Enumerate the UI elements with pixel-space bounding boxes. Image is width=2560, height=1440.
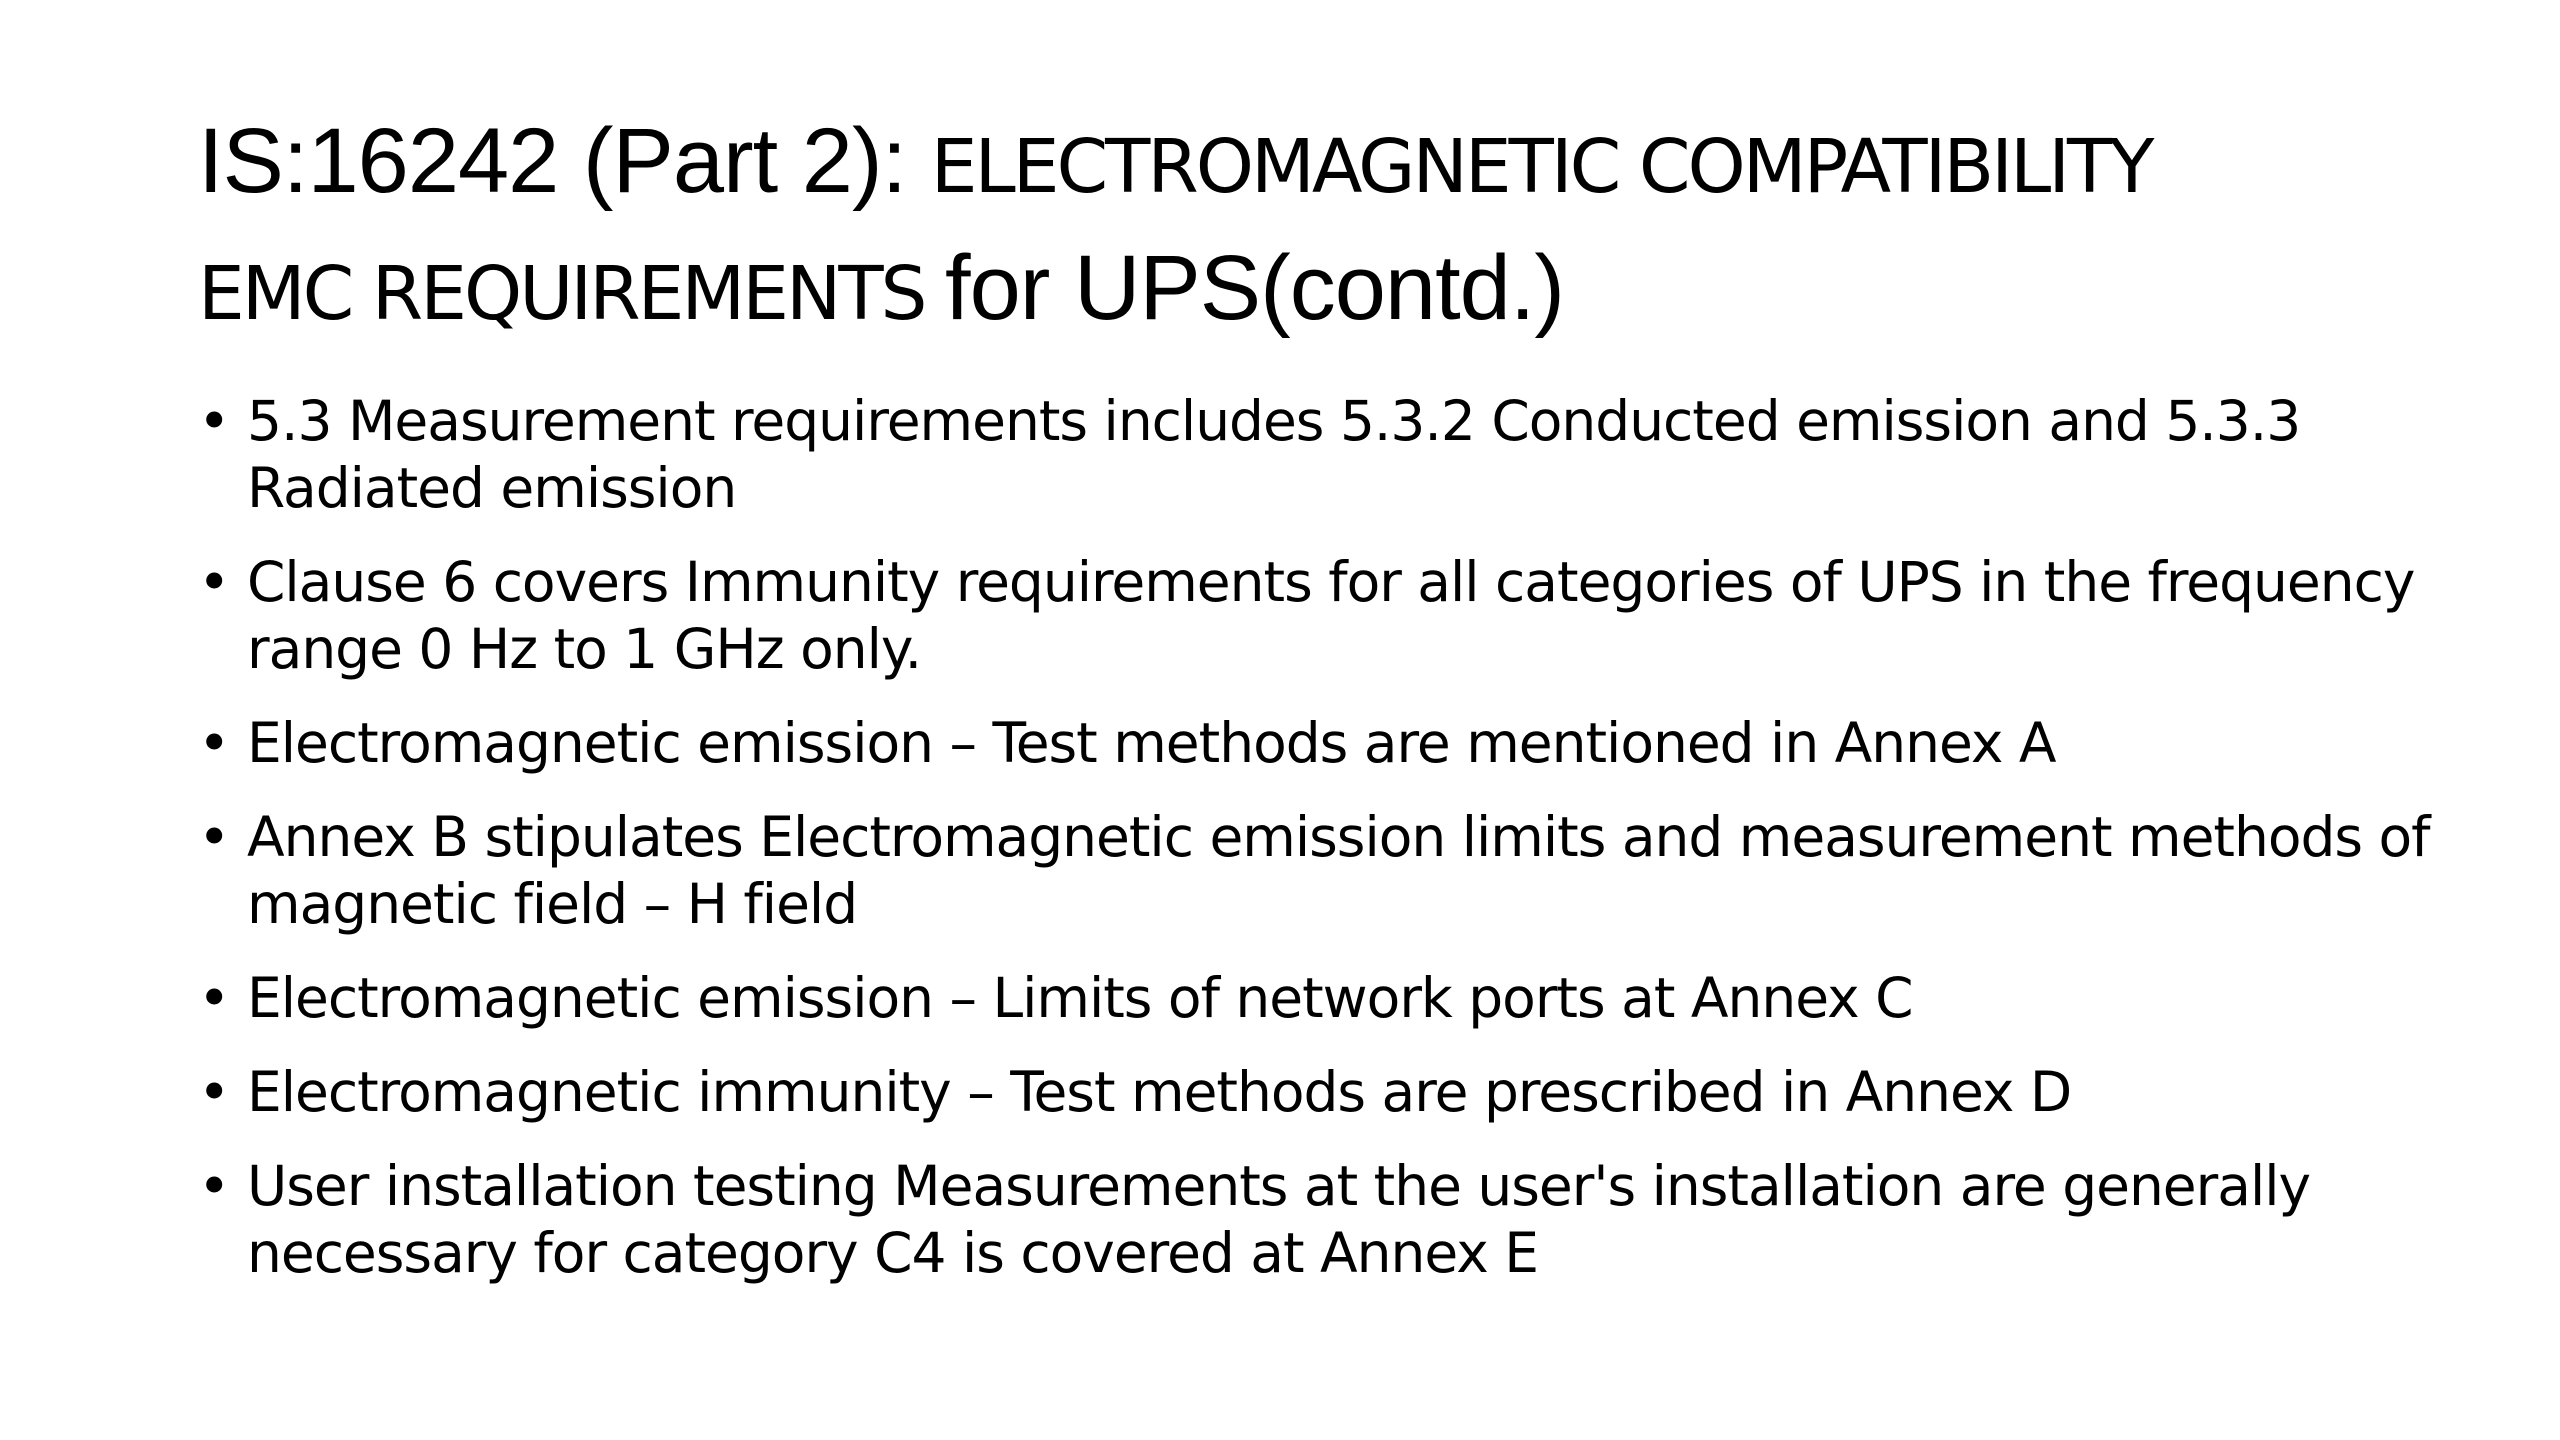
bullet-dot-icon: • [198,1154,230,1218]
list-item [198,1153,2458,1287]
bullet-text: Annex B stipulates Electromagnetic emission limits and measurement methods of magnetic field – H field [247,805,2430,936]
list-item [198,388,2458,522]
bullet-text: Electromagnetic emission – Limits of network ports at Annex C [247,966,1913,1030]
bullet-list [198,388,2458,1314]
bullet-dot-icon: • [198,711,230,775]
list-item [198,549,2458,683]
list-item [198,804,2458,938]
bullet-dot-icon: • [198,1060,230,1124]
title-line-2 [198,235,2448,362]
title-requirements: EMC REQUIREMENTS [198,251,946,337]
title-scope: for UPS(contd.) [945,237,1565,339]
bullet-dot-icon: • [198,389,230,453]
bullet-text: 5.3 Measurement requirements includes 5.3.2 Conducted emission and 5.3.3 Radiated emission [247,389,2301,520]
list-item [198,965,2458,1032]
title-topic: ELECTROMAGNETIC COMPATIBILITY [930,124,2152,210]
bullet-text: Clause 6 covers Immunity requirements for all categories of UPS in the frequency range 0 Hz to 1 GHz only. [247,550,2415,681]
bullet-dot-icon: • [198,966,230,1030]
bullet-text: Electromagnetic emission – Test methods are mentioned in Annex A [247,711,2056,775]
bullet-text: Electromagnetic immunity – Test methods are prescribed in Annex D [247,1060,2072,1124]
bullet-dot-icon: • [198,550,230,614]
title-standard-number: IS:16242 (Part 2): [198,110,931,212]
list-item [198,710,2458,777]
list-item [198,1059,2458,1126]
bullet-dot-icon: • [198,805,230,869]
slide-title [198,108,2448,362]
bullet-text: User installation testing Measurements at the user's installation are generally necessary for category C4 is covered at Annex E [247,1154,2311,1285]
title-line-1 [198,108,2448,235]
